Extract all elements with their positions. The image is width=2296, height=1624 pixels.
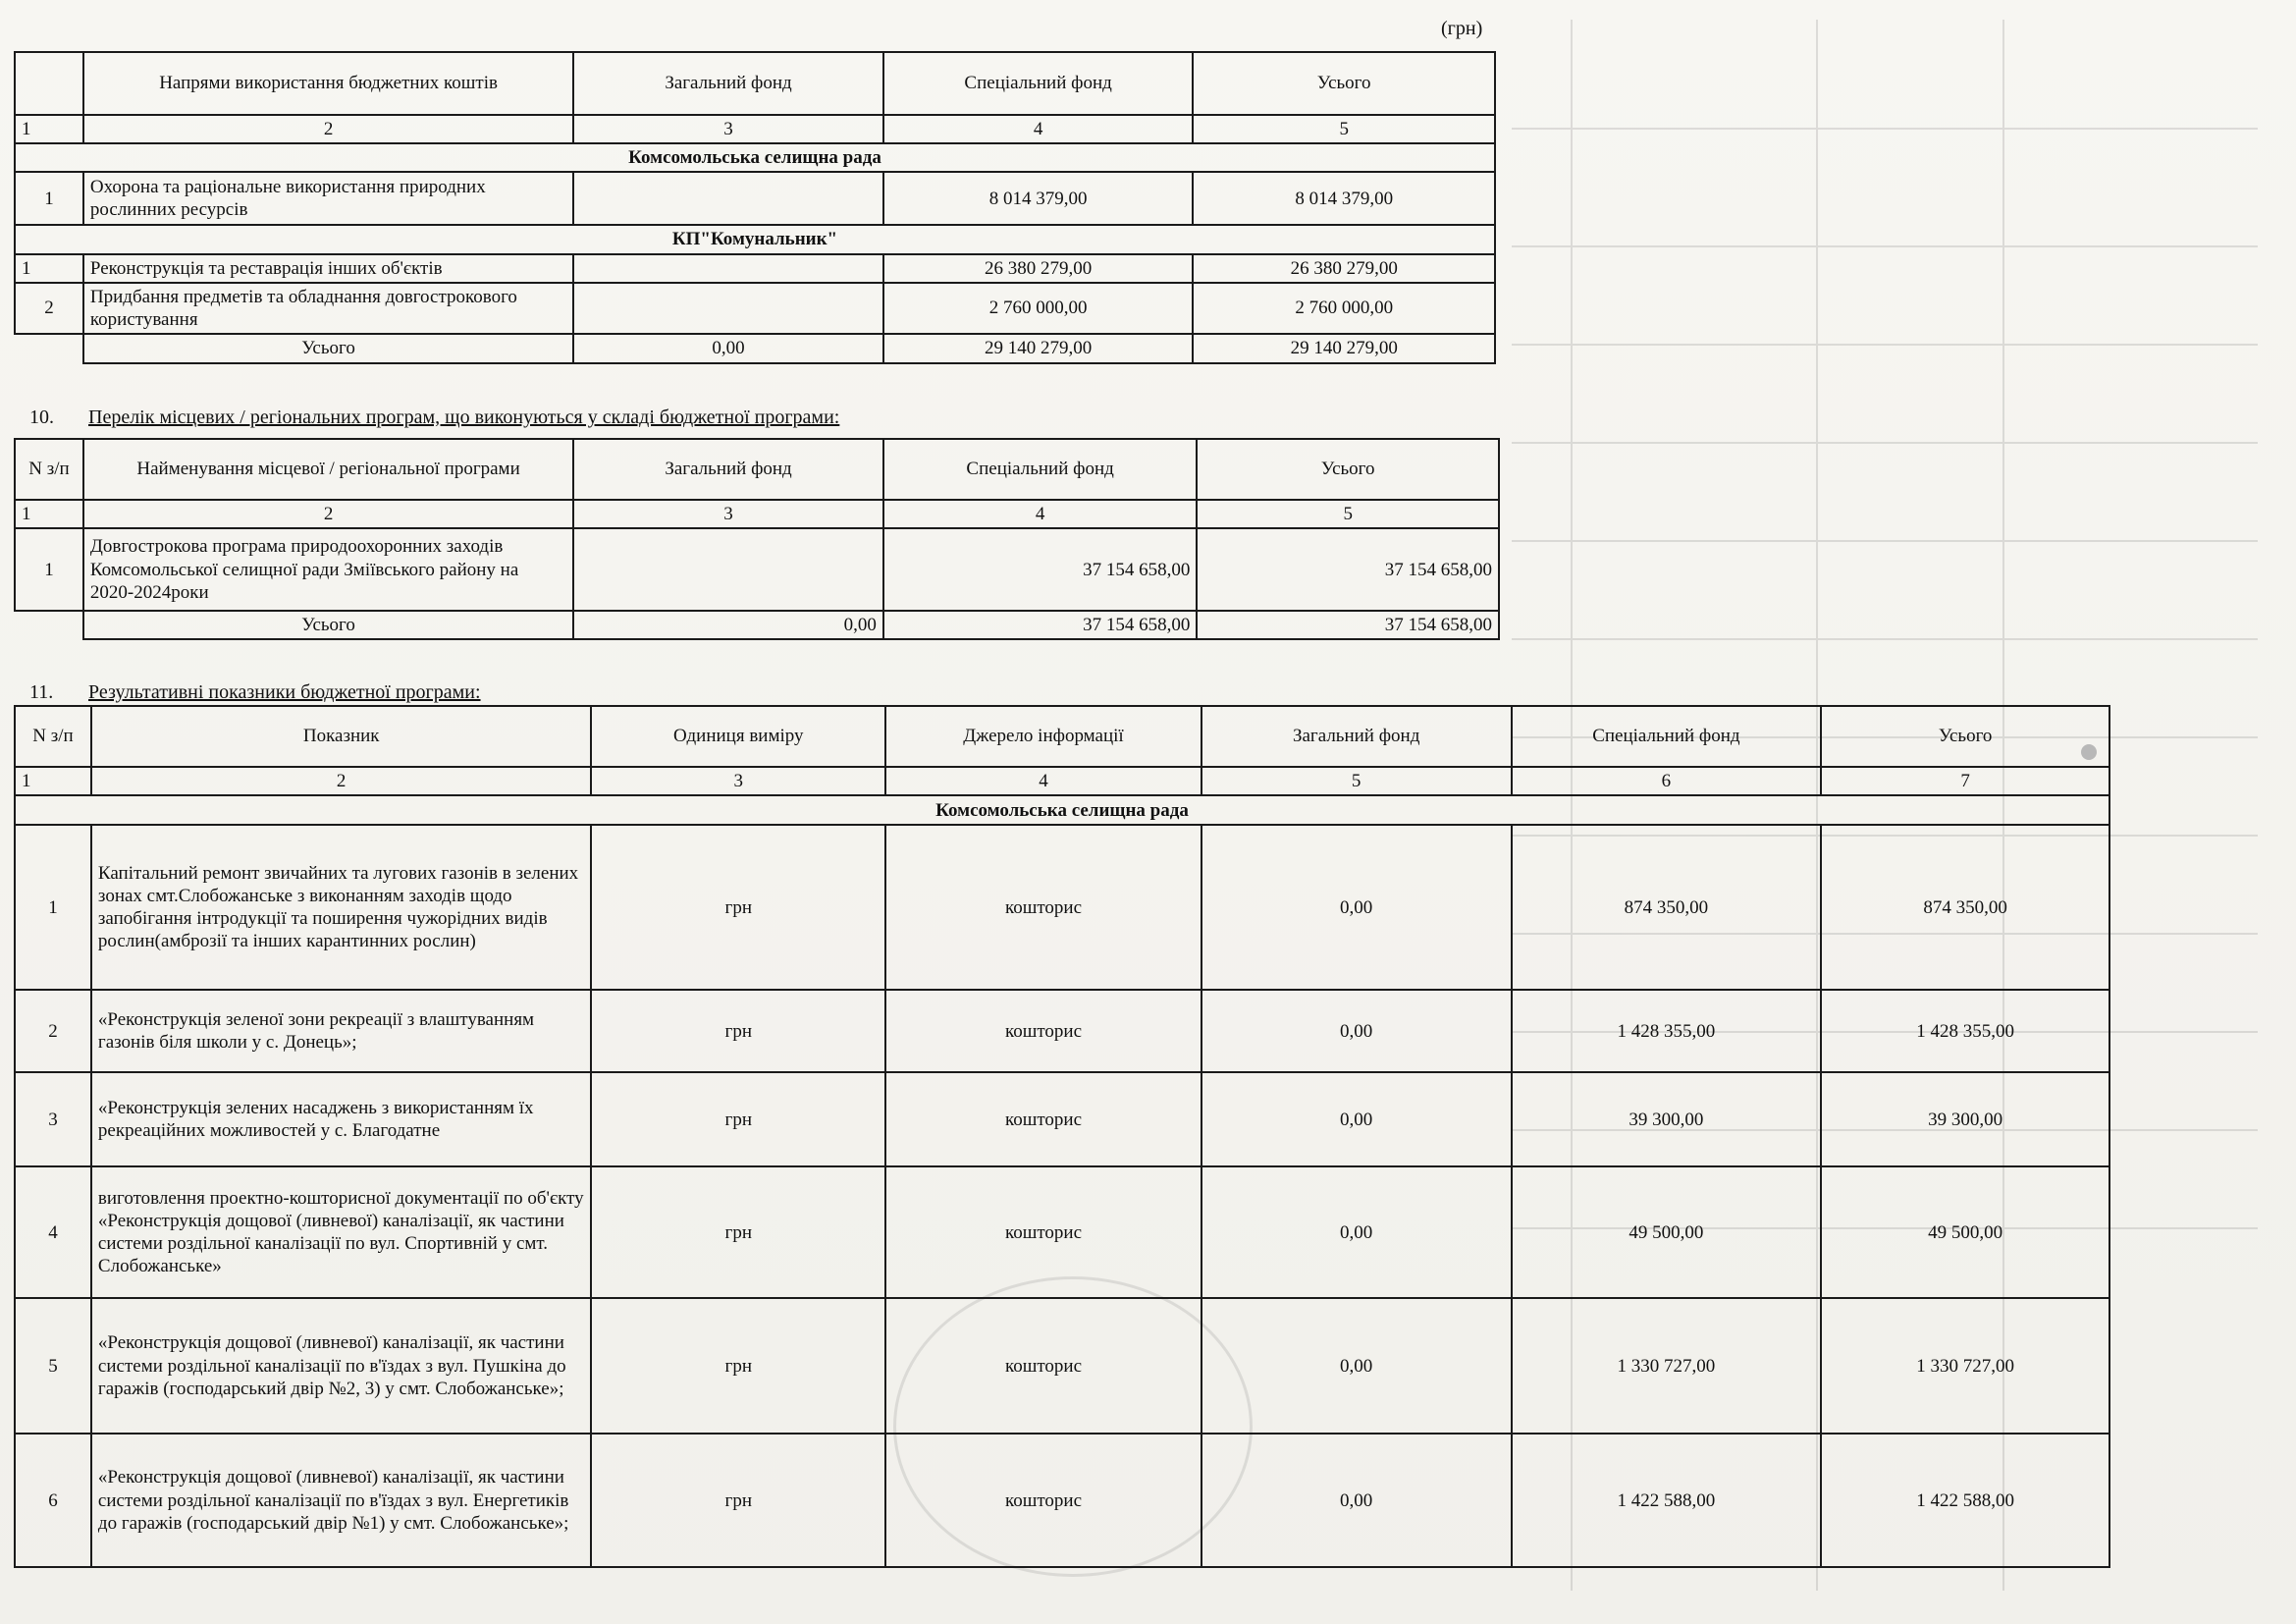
total-special-fund: 29 140 279,00: [883, 334, 1194, 363]
group-heading: Комсомольська селищна рада: [15, 143, 1495, 172]
col-number: 3: [573, 500, 883, 528]
col-number: 6: [1512, 767, 1822, 795]
col-number: 1: [15, 500, 83, 528]
header-total: Усього: [1821, 706, 2109, 767]
row-number: 4: [15, 1166, 91, 1298]
total-value: 49 500,00: [1821, 1166, 2109, 1298]
row-number: 1: [15, 254, 83, 283]
direction-name: Охорона та раціональне використання природних рослинних ресурсів: [83, 172, 573, 225]
section-heading: Перелік місцевих / регіональних програм, що виконуються у складі бюджетної програми:: [88, 406, 840, 428]
unit-value: грн: [591, 1434, 885, 1567]
header-general-fund: Загальний фонд: [573, 439, 883, 500]
col-number: 3: [591, 767, 885, 795]
total-general-fund: 0,00: [573, 611, 883, 639]
general-fund-value: [573, 528, 883, 611]
source-value: кошторис: [885, 1434, 1201, 1567]
total-total: 37 154 658,00: [1197, 611, 1499, 639]
row-number: 6: [15, 1434, 91, 1567]
special-fund-value: 1 428 355,00: [1512, 990, 1822, 1072]
header-general-fund: Загальний фонд: [573, 52, 883, 115]
section-11-title: [29, 681, 481, 704]
header-general-fund: Загальний фонд: [1201, 706, 1512, 767]
header-indicator: Показник: [91, 706, 592, 767]
total-value: 2 760 000,00: [1193, 283, 1495, 334]
col-number: 2: [83, 500, 573, 528]
header-number: N з/п: [15, 706, 91, 767]
row-number: 1: [15, 528, 83, 611]
special-fund-value: 874 350,00: [1512, 825, 1822, 990]
local-programs-table: [14, 438, 1500, 640]
source-value: кошторис: [885, 1298, 1201, 1434]
unit-label: (грн): [1441, 18, 1483, 39]
total-value: 39 300,00: [1821, 1072, 2109, 1166]
indicator-name: «Реконструкція дощової (ливневої) каналізації, як частини системи роздільної каналізації по в'їздах з вул. Енергетиків до гаражів (господарський двір №1) у смт. Слобожанське»;: [91, 1434, 592, 1567]
total-value: 26 380 279,00: [1193, 254, 1495, 283]
row-number: 1: [15, 172, 83, 225]
header-number: N з/п: [15, 439, 83, 500]
group-heading: КП"Комунальник": [15, 225, 1495, 253]
special-fund-value: 2 760 000,00: [883, 283, 1194, 334]
general-fund-value: [573, 283, 883, 334]
source-value: кошторис: [885, 1072, 1201, 1166]
header-special-fund: Спеціальний фонд: [883, 52, 1194, 115]
general-fund-value: 0,00: [1201, 1298, 1512, 1434]
col-number: 3: [573, 115, 883, 143]
special-fund-value: 26 380 279,00: [883, 254, 1194, 283]
special-fund-value: 37 154 658,00: [883, 528, 1198, 611]
special-fund-value: 1 330 727,00: [1512, 1298, 1822, 1434]
total-value: 1 428 355,00: [1821, 990, 2109, 1072]
section-heading: Результативні показники бюджетної програми:: [88, 681, 481, 703]
empty-cell: [15, 611, 83, 639]
header-special-fund: Спеціальний фонд: [883, 439, 1198, 500]
special-fund-value: 39 300,00: [1512, 1072, 1822, 1166]
general-fund-value: [573, 172, 883, 225]
total-label: Усього: [83, 334, 573, 363]
header-program-name: Найменування місцевої / регіональної програми: [83, 439, 573, 500]
total-general-fund: 0,00: [573, 334, 883, 363]
direction-name: Придбання предметів та обладнання довгострокового користування: [83, 283, 573, 334]
header-unit: Одиниця виміру: [591, 706, 885, 767]
total-value: 1 330 727,00: [1821, 1298, 2109, 1434]
direction-name: Реконструкція та реставрація інших об'єктів: [83, 254, 573, 283]
header-cell: [15, 52, 83, 115]
special-fund-value: 8 014 379,00: [883, 172, 1194, 225]
row-number: 1: [15, 825, 91, 990]
section-number: 10.: [29, 406, 54, 428]
header-total: Усього: [1193, 52, 1495, 115]
total-total: 29 140 279,00: [1193, 334, 1495, 363]
row-number: 2: [15, 283, 83, 334]
total-label: Усього: [83, 611, 573, 639]
row-number: 2: [15, 990, 91, 1072]
general-fund-value: 0,00: [1201, 1434, 1512, 1567]
section-number: 11.: [29, 681, 54, 703]
col-number: 1: [15, 115, 83, 143]
col-number: 4: [885, 767, 1201, 795]
row-number: 5: [15, 1298, 91, 1434]
source-value: кошторис: [885, 1166, 1201, 1298]
indicator-name: «Реконструкція зеленої зони рекреації з влаштуванням газонів біля школи у с. Донець»;: [91, 990, 592, 1072]
col-number: 5: [1197, 500, 1499, 528]
general-fund-value: 0,00: [1201, 1072, 1512, 1166]
indicator-name: Капітальний ремонт звичайних та лугових газонів в зелених зонах смт.Слобожанське з виконанням заходів щодо запобігання інтродукції та поширення чужорідних видів рослин(амброзії та інших карантинних рослин): [91, 825, 592, 990]
source-value: кошторис: [885, 990, 1201, 1072]
special-fund-value: 49 500,00: [1512, 1166, 1822, 1298]
total-value: 874 350,00: [1821, 825, 2109, 990]
col-number: 5: [1201, 767, 1512, 795]
header-total: Усього: [1197, 439, 1499, 500]
total-value: 1 422 588,00: [1821, 1434, 2109, 1567]
header-special-fund: Спеціальний фонд: [1512, 706, 1822, 767]
col-number: 1: [15, 767, 91, 795]
indicator-name: «Реконструкція зелених насаджень з використанням їх рекреаційних можливостей у с. Благодатне: [91, 1072, 592, 1166]
empty-cell: [15, 334, 83, 363]
program-name: Довгострокова програма природоохоронних заходів Комсомольської селищної ради Зміївського району на 2020-2024роки: [83, 528, 573, 611]
header-directions: Напрями використання бюджетних коштів: [83, 52, 573, 115]
budget-directions-table: [14, 51, 1496, 364]
general-fund-value: 0,00: [1201, 990, 1512, 1072]
general-fund-value: 0,00: [1201, 1166, 1512, 1298]
total-value: 8 014 379,00: [1193, 172, 1495, 225]
section-10-title: [29, 406, 839, 429]
special-fund-value: 1 422 588,00: [1512, 1434, 1822, 1567]
performance-indicators-table: [14, 705, 2110, 1568]
source-value: кошторис: [885, 825, 1201, 990]
unit-value: грн: [591, 825, 885, 990]
col-number: 7: [1821, 767, 2109, 795]
indicator-name: виготовлення проектно-кошторисної документації по об'єкту «Реконструкція дощової (ливневої) каналізації, як частини системи роздільної каналізації по вул. Спортивній у смт. Слобожанське»: [91, 1166, 592, 1298]
col-number: 2: [83, 115, 573, 143]
unit-value: грн: [591, 990, 885, 1072]
group-heading: Комсомольська селищна рада: [15, 795, 2109, 825]
col-number: 2: [91, 767, 592, 795]
indicator-name: «Реконструкція дощової (ливневої) каналізації, як частини системи роздільної каналізації по в'їздах з вул. Пушкіна до гаражів (господарський двір №2, 3) у смт. Слобожанське»;: [91, 1298, 592, 1434]
col-number: 5: [1193, 115, 1495, 143]
unit-value: грн: [591, 1298, 885, 1434]
row-number: 3: [15, 1072, 91, 1166]
col-number: 4: [883, 115, 1194, 143]
col-number: 4: [883, 500, 1198, 528]
header-source: Джерело інформації: [885, 706, 1201, 767]
unit-value: грн: [591, 1072, 885, 1166]
general-fund-value: [573, 254, 883, 283]
total-value: 37 154 658,00: [1197, 528, 1499, 611]
total-special-fund: 37 154 658,00: [883, 611, 1198, 639]
general-fund-value: 0,00: [1201, 825, 1512, 990]
unit-value: грн: [591, 1166, 885, 1298]
